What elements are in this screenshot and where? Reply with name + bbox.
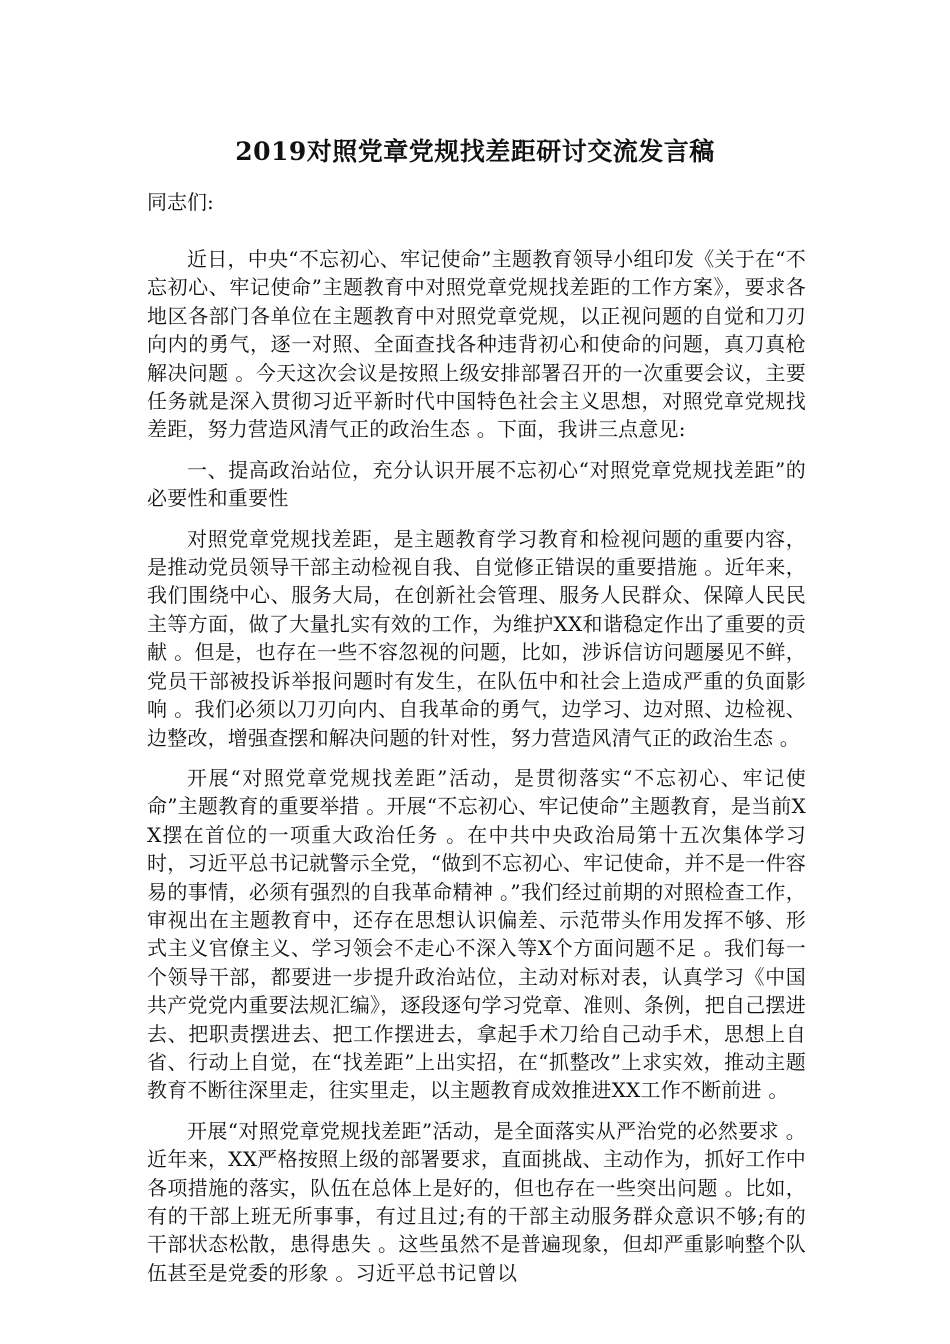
section-heading-1: 一、提高政治站位，充分认识开展不忘初心“对照党章党规找差距”的必要性和重要性 bbox=[147, 457, 806, 511]
paragraph-intro: 近日，中央“不忘初心、牢记使命”主题教育领导小组印发《关于在“不忘初心、牢记使命”主题教育中对照党章党规找差距的工作方案》，要求各地区各部门各单位在主题教育中对照党章党规，以正视问题的自觉和刀刃向内的勇气，逐一对照、全面查找各种违背初心和使命的问题，真刀真枪解决问题 。今天这次会议是按照上级安排部署召开的一次重要会议，主要任务就是深入贯彻习近平新时代中国特色社会主义思想，对照党章党规找差距，努力营造风清气正的政治生态 。下面，我讲三点意见: bbox=[147, 247, 806, 442]
salutation: 同志们: bbox=[147, 190, 214, 214]
document-body bbox=[147, 245, 806, 1299]
paragraph-3: 开展“对照党章党规找差距”活动，是全面落实从严治党的必然要求 。近年来，XX严格按照上级的部署要求，直面挑战、主动作为，抓好工作中各项措施的落实，队伍在总体上是好的，但也存在一些突出问题 。比如，有的干部上班无所事事，有过且过;有的干部主动服务群众意识不够;有的干部状态松散，患得患失 。这些虽然不是普遍现象，但却严重影响整个队伍甚至是党委的形象 。习近平总书记曾以 bbox=[147, 1118, 806, 1285]
paragraph-2: 开展“对照党章党规找差距”活动，是贯彻落实“不忘初心、牢记使命”主题教育的重要举措 。开展“不忘初心、牢记使命”主题教育，是当前XX摆在首位的一项重大政治任务 。在中共中央政治局第十五次集体学习时，习近平总书记就警示全党，“做到不忘初心、牢记使命，并不是一件容易的事情，必须有强烈的自我革命精神 。”我们经过前期的对照检查工作，审视出在主题教育中，还存在思想认识偏差、示范带头作用发挥不够、形式主义官僚主义、学习领会不走心不深入等X个方面问题不足 。我们每一个领导干部，都要进一步提升政治站位，主动对标对表，认真学习《中国共产党党内重要法规汇编》，逐段逐句学习党章、准则、条例，把自己摆进去、把职责摆进去、把工作摆进去，拿起手术刀给自己动手术，思想上自省、行动上自觉，在“找差距”上出实招，在“抓整改”上求实效，推动主题教育不断往深里走，往实里走，以主题教育成效推进XX工作不断前进 。 bbox=[147, 765, 806, 1103]
paragraph-1: 对照党章党规找差距，是主题教育学习教育和检视问题的重要内容，是推动党员领导干部主动检视自我、自觉修正错误的重要措施 。近年来，我们围绕中心、服务大局，在创新社会管理、服务人民群众、保障人民民主等方面，做了大量扎实有效的工作，为维护XX和谐稳定作出了重要的贡献 。但是，也存在一些不容忽视的问题，比如，涉诉信访问题屡见不鲜，党员干部被投诉举报问题时有发生，在队伍中和社会上造成严重的负面影响 。我们必须以刀刃向内、自我革命的勇气，边学习、边对照、边检视、边整改，增强查摆和解决问题的针对性，努力营造风清气正的政治生态 。 bbox=[147, 526, 806, 750]
document-title: 2019对照党章党规找差距研讨交流发言稿 bbox=[235, 137, 715, 166]
